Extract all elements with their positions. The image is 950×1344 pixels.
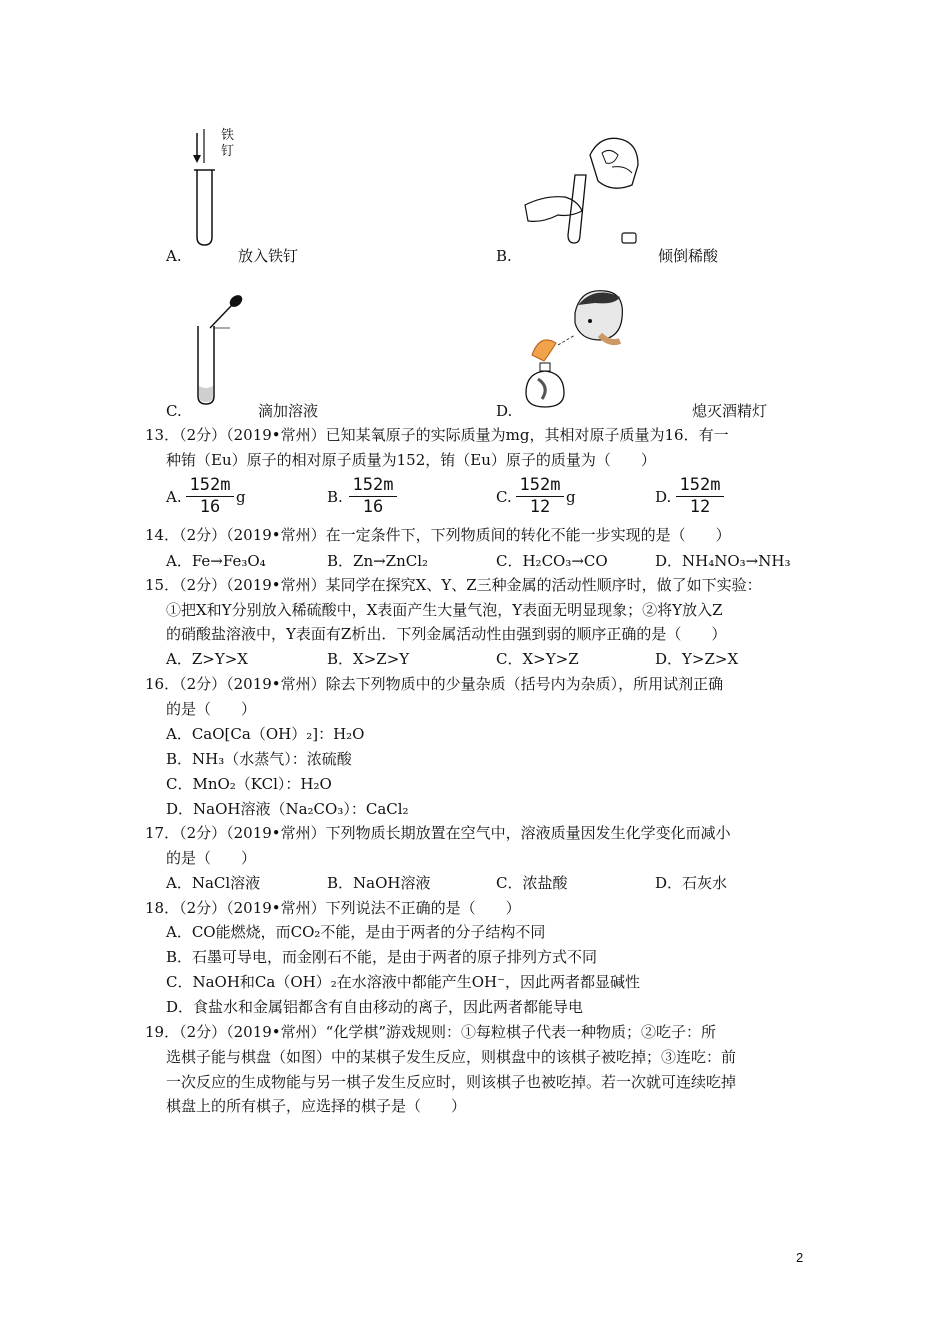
- q12-option-c-caption: 滴加溶液: [258, 402, 319, 420]
- q14-option-a: A．Fe→Fe₃O₄: [166, 552, 266, 570]
- q15-option-c: C．X>Y>Z: [496, 650, 579, 668]
- q13-option-c-numerator: 152m: [519, 475, 561, 495]
- q19-line-2: 选棋子能与棋盘（如图）中的某棋子发生反应，则棋盘中的该棋子被吃掉；③连吃：前: [166, 1048, 737, 1066]
- q12-option-c-letter: C.: [166, 402, 182, 420]
- q13-option-c-denominator: 12: [529, 497, 551, 517]
- q13-option-a-letter: A.: [166, 488, 182, 506]
- alcohol-lamp-figure: [520, 283, 645, 413]
- q12-option-b-letter: B.: [496, 247, 512, 265]
- q18-option-d: D．食盐水和金属铝都含有自由移动的离子，因此两者都能导电: [166, 998, 584, 1016]
- q19-line-4: 棋盘上的所有棋子，应选择的棋子是（ ）: [166, 1097, 467, 1115]
- q16-option-b: B．NH₃（水蒸气）：浓硫酸: [166, 750, 352, 768]
- q13-option-a-fraction: [186, 476, 234, 517]
- q18-line-1: 18．（2分）（2019•常州）下列说法不正确的是（ ）: [145, 899, 521, 917]
- q16-line-1: 16．（2分）（2019•常州）除去下列物质中的少量杂质（括号内为杂质），所用试剂正确: [145, 675, 724, 693]
- q13-option-d-numerator: 152m: [679, 475, 721, 495]
- q12-option-a-letter: A.: [166, 247, 182, 265]
- page-number: 2: [796, 1250, 804, 1265]
- q15-line-1: 15．（2分）（2019•常州）某同学在探究X、Y、Z三种金属的活动性顺序时，做了如下实验：: [145, 576, 762, 594]
- q13-option-b-denominator: 16: [362, 497, 384, 517]
- q13-option-c-letter: C.: [496, 488, 512, 506]
- q17-option-b: B．NaOH溶液: [327, 874, 431, 892]
- q13-option-d-letter: D.: [655, 488, 672, 506]
- q13-option-b-letter: B.: [327, 488, 343, 506]
- q17-line-1: 17．（2分）（2019•常州）下列物质长期放置在空气中，溶液质量因发生化学变化而减小: [145, 824, 731, 842]
- q19-line-3: 一次反应的生成物能与另一棋子发生反应时，则该棋子也被吃掉。若一次就可连续吃掉: [166, 1073, 737, 1091]
- q16-option-c: C．MnO₂（KCl）：H₂O: [166, 775, 332, 793]
- q13-option-b-numerator: 152m: [352, 475, 394, 495]
- test-tube-nail-figure: [185, 125, 255, 250]
- q13-line-2: 种铕（Eu）原子的相对原子质量为152，铕（Eu）原子的质量为（ ）: [166, 451, 656, 469]
- q14-option-d: D．NH₄NO₃→NH₃: [655, 552, 791, 570]
- q17-option-c: C．浓盐酸: [496, 874, 568, 892]
- q12-option-d-letter: D.: [496, 402, 513, 420]
- q13-option-c-fraction: [516, 476, 564, 517]
- q15-option-a: A．Z>Y>X: [166, 650, 248, 668]
- q12-option-d-caption: 熄灭酒精灯: [692, 402, 768, 420]
- q12-option-a-caption: 放入铁钉: [238, 247, 299, 265]
- q13-option-c-unit: g: [566, 488, 576, 506]
- q19-line-1: 19．（2分）（2019•常州）“化学棋”游戏规则：①每粒棋子代表一种物质；②吃子：所: [145, 1023, 716, 1041]
- q13-option-a-unit: g: [236, 488, 246, 506]
- nail-label: 铁钉: [221, 128, 235, 159]
- q18-option-b: B．石墨可导电，而金刚石不能，是由于两者的原子排列方式不同: [166, 948, 598, 966]
- q16-option-a: A．CaO[Ca（OH）₂]：H₂O: [166, 725, 365, 743]
- q15-line-2: ①把X和Y分别放入稀硫酸中，X表面产生大量气泡，Y表面无明显现象；②将Y放入Z: [166, 601, 723, 619]
- q12-option-b-caption: 倾倒稀酸: [658, 247, 719, 265]
- q13-option-b-fraction: [349, 476, 397, 517]
- pouring-acid-figure: [520, 125, 645, 250]
- q13-option-d-fraction: [676, 476, 724, 517]
- q17-option-d: D．石灰水: [655, 874, 728, 892]
- q13-option-a-denominator: 16: [199, 497, 221, 517]
- q15-line-3: 的硝酸盐溶液中，Y表面有Z析出．下列金属活动性由强到弱的顺序正确的是（ ）: [166, 625, 727, 643]
- q15-option-d: D．Y>Z>X: [655, 650, 739, 668]
- q18-option-c: C．NaOH和Ca（OH）₂在水溶液中都能产生OH⁻，因此两者都显碱性: [166, 973, 641, 991]
- dropper-figure: [190, 290, 250, 410]
- q17-line-2: 的是（ ）: [166, 849, 257, 867]
- q13-option-a-numerator: 152m: [189, 475, 231, 495]
- q17-option-a: A．NaCl溶液: [166, 874, 261, 892]
- q16-line-2: 的是（ ）: [166, 700, 257, 718]
- q14-line-1: 14．（2分）（2019•常州）在一定条件下，下列物质间的转化不能一步实现的是（ ）: [145, 526, 731, 544]
- q13-line-1: 13．（2分）（2019•常州）已知某氧原子的实际质量为mg，其相对原子质量为16．有一: [145, 426, 729, 444]
- q14-option-b: B．Zn→ZnCl₂: [327, 552, 429, 570]
- q16-option-d: D．NaOH溶液（Na₂CO₃）：CaCl₂: [166, 800, 409, 818]
- q15-option-b: B．X>Z>Y: [327, 650, 410, 668]
- q18-option-a: A．CO能燃烧，而CO₂不能，是由于两者的分子结构不同: [166, 923, 546, 941]
- q14-option-c: C．H₂CO₃→CO: [496, 552, 608, 570]
- q13-option-d-denominator: 12: [689, 497, 711, 517]
